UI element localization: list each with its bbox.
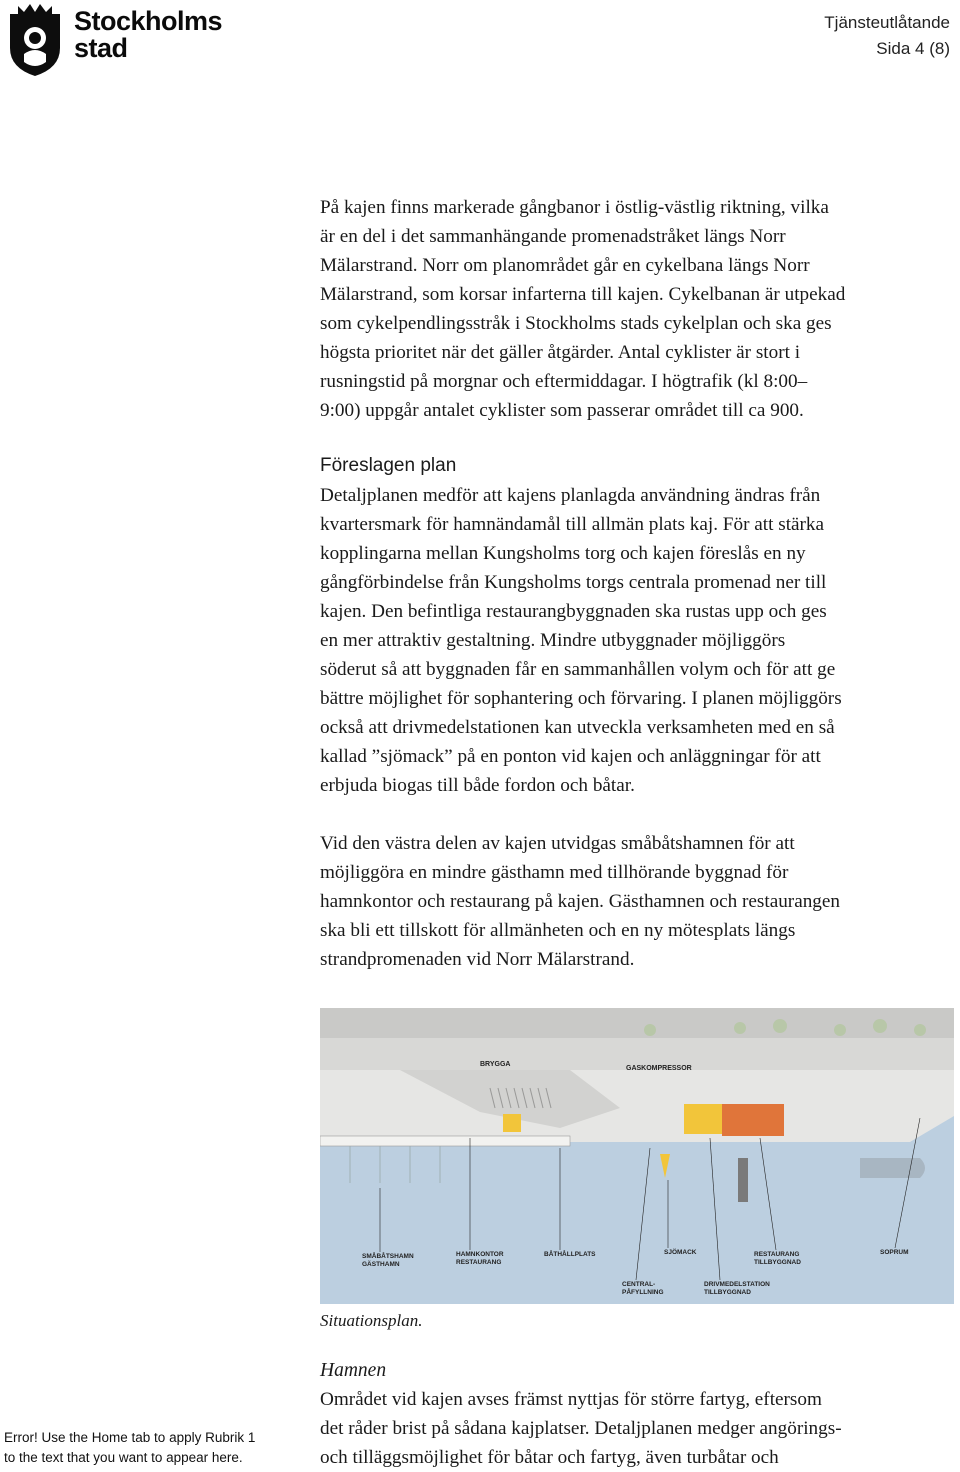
plan-fuel-station [684, 1104, 724, 1134]
plan-label-drivmedelstation: DRIVMEDELSTATION [704, 1281, 770, 1288]
intro-paragraph [320, 193, 950, 425]
text-line: kajen. Den befintliga restaurangbyggnaden ska rustas upp och ges [320, 601, 827, 622]
text-line: söderut så att byggnaden får en sammanhållen volym och för att ge [320, 659, 836, 680]
subheading-hamnen: Hamnen [320, 1360, 387, 1381]
plan-boat [860, 1158, 925, 1178]
page-header-info [824, 10, 950, 62]
plan-label-drivmedelstation-2: TILLBYGGNAD [704, 1289, 751, 1296]
section-heading: Föreslagen plan [320, 455, 457, 476]
hamnen-paragraph [320, 1385, 950, 1472]
text-line: Detaljplanen medför att kajens planlagda användning ändras från [320, 485, 821, 506]
text-line: hamnkontor och restaurang på kajen. Gästhamnen och restaurangen [320, 891, 841, 912]
footer-line: to the text that you want to appear here. [4, 1450, 243, 1465]
plan-paragraph [320, 481, 950, 800]
plan-label-bathallplats: BÅTHÅLLPLATS [544, 1251, 596, 1258]
text-line: strandpromenaden vid Norr Mälarstrand. [320, 949, 635, 970]
plan-label-smabatshamn: SMÅBÅTSHAMN [362, 1253, 414, 1260]
document-type: Tjänsteutlåtande [824, 13, 950, 32]
text-line: Mälarstrand. Norr om planområdet går en cykelbana längs Norr [320, 255, 810, 276]
text-line: kallad ”sjömack” på en ponton vid kajen och anläggningar för att [320, 746, 821, 767]
logo-text-line2: stad [74, 33, 128, 63]
text-line: 9:00) uppgår antalet cyklister som passerar området till ca 900. [320, 400, 804, 421]
text-line: och tilläggsmöjlighet för båtar och fartyg, även turbåtar och [320, 1447, 779, 1468]
figure-caption: Situationsplan. [320, 1311, 423, 1330]
plan-restaurant [722, 1104, 784, 1136]
city-logo [6, 2, 246, 82]
plan-label-restaurang-tillbyggnad-2: TILLBYGGNAD [754, 1259, 801, 1266]
plan-label-pafyllning: PÅFYLLNING [622, 1289, 664, 1296]
plan-harbour-office [503, 1114, 521, 1132]
plan-label-brygga: BRYGGA [480, 1061, 511, 1068]
text-line: det råder brist på sådana kajplatser. Detaljplanen medger angörings- [320, 1418, 842, 1439]
text-line: Området vid kajen avses främst nyttjas för större fartyg, eftersom [320, 1389, 822, 1410]
text-line: en mer attraktiv gestaltning. Mindre utbyggnader möjliggörs [320, 630, 786, 651]
plan-label-soprum: SOPRUM [880, 1249, 909, 1256]
text-line: kvartersmark för hamnändamål till allmän plats kaj. För att stärka [320, 514, 825, 535]
text-line: ska bli ett tillskott för allmänheten och en ny mötesplats längs [320, 920, 796, 941]
plan-label-gasthamn: GÄSTHAMN [362, 1261, 400, 1268]
plan-quay [320, 1070, 954, 1142]
logo-text-line1: Stockholms [74, 6, 223, 36]
footer-line: Error! Use the Home tab to apply Rubrik 1 [4, 1430, 256, 1445]
text-line: som cykelpendlingsstråk i Stockholms stads cykelplan och ska ges [320, 313, 832, 334]
text-line: rusningstid på morgnar och eftermiddagar. I högtrafik (kl 8:00– [320, 371, 808, 392]
text-line: Vid den västra delen av kajen utvidgas småbåtshamnen för att [320, 833, 795, 854]
crest-icon [6, 2, 64, 78]
footer-error-text [4, 1428, 255, 1468]
plan-buildings [320, 1008, 954, 1038]
site-plan-image [320, 1008, 954, 1304]
text-line: också att drivmedelstationen kan utveckla verksamheten med en så [320, 717, 835, 738]
text-line: högsta prioritet när det gäller åtgärder. Antal cyklister är stort i [320, 342, 801, 363]
page-number: Sida 4 (8) [876, 39, 950, 58]
text-line: kopplingarna mellan Kungsholms torg och kajen föreslås en ny [320, 543, 806, 564]
plan-label-restaurang-tillbyggnad: RESTAURANG [754, 1251, 800, 1258]
plan-label-hamnkontor: HAMNKONTOR [456, 1251, 504, 1258]
text-line: På kajen finns markerade gångbanor i östlig-västlig riktning, vilka [320, 197, 829, 218]
text-line: möjliggöra en mindre gästhamn med tillhörande byggnad för [320, 862, 789, 883]
plan-pier [320, 1136, 570, 1146]
text-line: erbjuda biogas till både fordon och båtar. [320, 775, 635, 796]
plan-label-central: CENTRAL- [622, 1281, 656, 1288]
plan-label-gaskompressor: GASKOMPRESSOR [626, 1065, 692, 1072]
harbour-paragraph [320, 829, 950, 974]
plan-label-sjomack: SJÖMACK [664, 1249, 697, 1256]
text-line: är en del i det sammanhängande promenadstråket längs Norr [320, 226, 786, 247]
text-line: bättre möjlighet för sophantering och förvaring. I planen möjliggörs [320, 688, 842, 709]
plan-boat-stop [738, 1158, 748, 1202]
plan-label-restaurang: RESTAURANG [456, 1259, 502, 1266]
text-line: gångförbindelse från Kungsholms torgs centrala promenad ner till [320, 572, 827, 593]
text-line: Mälarstrand, som korsar infarterna till kajen. Cykelbanan är utpekad [320, 284, 846, 305]
